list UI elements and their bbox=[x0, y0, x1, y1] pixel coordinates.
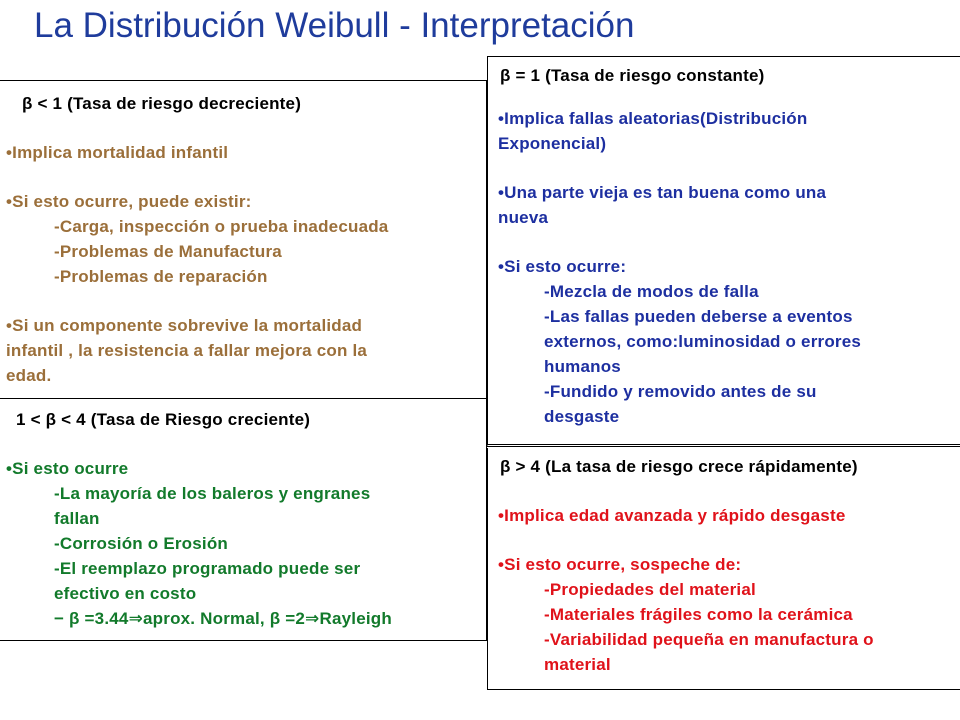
sub-item: -Problemas de reparación bbox=[54, 267, 268, 286]
panel-heading: 1 < β < 4 (Tasa de Riesgo creciente) bbox=[16, 410, 311, 429]
bullet-item-cont: edad. bbox=[6, 366, 52, 385]
bullet-item: •Implica fallas aleatorias(Distribución bbox=[498, 109, 808, 128]
bullet-item-cont: infantil , la resistencia a fallar mejora con la bbox=[6, 341, 368, 360]
sub-item: -Fundido y removido antes de su bbox=[544, 382, 817, 401]
bullet-item: •Implica mortalidad infantil bbox=[6, 143, 229, 162]
sub-item-cont: humanos bbox=[544, 357, 621, 376]
bullet-item: •Si esto ocurre: bbox=[498, 257, 627, 276]
sub-item: -Problemas de Manufactura bbox=[54, 242, 282, 261]
increasing-hazard-panel bbox=[0, 398, 487, 641]
sub-item: -La mayoría de los baleros y engranes bbox=[54, 484, 371, 503]
sub-item: − β =3.44⇒aprox. Normal, β =2⇒Rayleigh bbox=[54, 609, 392, 628]
bullet-item: •Si un componente sobrevive la mortalidad bbox=[6, 316, 363, 335]
sub-item: -El reemplazo programado puede ser bbox=[54, 559, 361, 578]
sub-item-cont: fallan bbox=[54, 509, 100, 528]
page-title: La Distribución Weibull - Interpretación bbox=[34, 6, 635, 45]
sub-item: -Las fallas pueden deberse a eventos bbox=[544, 307, 853, 326]
sub-item: -Corrosión o Erosión bbox=[54, 534, 228, 553]
sub-item-cont: desgaste bbox=[544, 407, 620, 426]
sub-item: -Propiedades del material bbox=[544, 580, 756, 599]
bullet-item: •Una parte vieja es tan buena como una bbox=[498, 183, 827, 202]
panel-heading: β < 1 (Tasa de riesgo decreciente) bbox=[22, 94, 302, 113]
sub-item-cont: externos, como:luminosidad o errores bbox=[544, 332, 862, 351]
panel-heading: β > 4 (La tasa de riesgo crece rápidamente) bbox=[500, 457, 858, 476]
bullet-item: •Si esto ocurre, sospeche de: bbox=[498, 555, 742, 574]
sub-item: -Mezcla de modos de falla bbox=[544, 282, 759, 301]
rapid-hazard-panel bbox=[487, 448, 960, 690]
constant-hazard-panel bbox=[487, 56, 960, 447]
sub-item-cont: material bbox=[544, 655, 611, 674]
bullet-item-cont: Exponencial) bbox=[498, 134, 607, 153]
sub-item: -Carga, inspección o prueba inadecuada bbox=[54, 217, 389, 236]
sub-item: -Variabilidad pequeña en manufactura o bbox=[544, 630, 874, 649]
bullet-item: •Si esto ocurre bbox=[6, 459, 129, 478]
bullet-item: •Si esto ocurre, puede existir: bbox=[6, 192, 252, 211]
panel-heading: β = 1 (Tasa de riesgo constante) bbox=[500, 66, 765, 85]
decreasing-hazard-panel bbox=[0, 80, 487, 398]
bullet-item-cont: nueva bbox=[498, 208, 549, 227]
sub-item: -Materiales frágiles como la cerámica bbox=[544, 605, 853, 624]
bullet-item: •Implica edad avanzada y rápido desgaste bbox=[498, 506, 846, 525]
sub-item-cont: efectivo en costo bbox=[54, 584, 197, 603]
